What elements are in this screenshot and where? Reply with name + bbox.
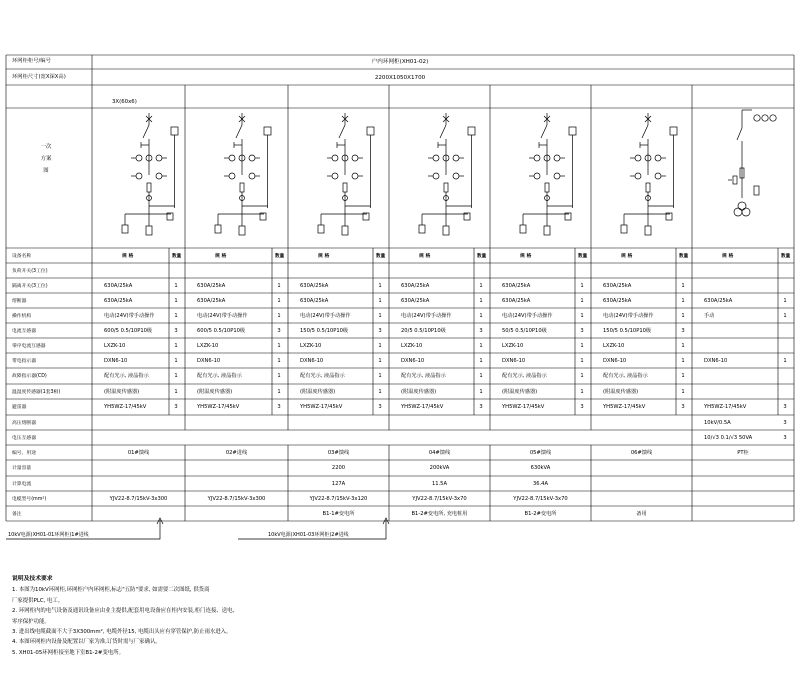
cell-spec: DXN6-10 xyxy=(401,358,425,364)
ct-circle xyxy=(229,155,235,161)
cell-spec: DXN6-10 xyxy=(197,358,221,364)
col-header-spec: 规 格 xyxy=(621,254,633,259)
cell-current: 127A xyxy=(331,481,346,487)
cell-code: 02#进线 xyxy=(225,450,248,456)
col-header-qty: 数量 xyxy=(477,254,487,259)
meter-circle xyxy=(762,115,768,121)
cell-spec: 630A/25kA xyxy=(300,298,329,304)
ct-circle xyxy=(534,155,540,161)
cell-code: 01#馈线 xyxy=(127,450,150,456)
cell-code: 06#馈线 xyxy=(630,450,653,456)
cell-qty: 1 xyxy=(681,389,685,395)
fuse xyxy=(147,183,151,192)
cell-qty: 3 xyxy=(580,328,584,334)
cell-qty: 3 xyxy=(681,328,685,334)
header-row1-value: 户内环网柜(XH01-02) xyxy=(371,59,429,65)
indicator-box xyxy=(171,127,178,135)
fuse xyxy=(240,183,244,192)
cell-spec: DXN6-10 xyxy=(300,358,324,364)
cell-cable: YJV22-8.7/15kV-3x300 xyxy=(109,496,168,502)
cell-code: PT柜 xyxy=(737,450,749,456)
cell-spec: 150/5 0.5/10P10级 xyxy=(300,328,349,334)
meter-circle xyxy=(770,115,776,121)
cell-spec: LXZK-10 xyxy=(104,343,126,349)
cell-spec: 10kV/0.5A xyxy=(704,420,731,426)
cell-current: 36.4A xyxy=(532,481,549,487)
cell-remark: B1-1#变电所 xyxy=(322,511,355,517)
switch-blade xyxy=(440,125,446,138)
row-label: 带电指示器 xyxy=(12,359,36,364)
cable-box xyxy=(318,225,324,233)
cell-code: 03#馈线 xyxy=(327,450,350,456)
ct-circle xyxy=(655,155,661,161)
ct-circle xyxy=(229,173,235,179)
cable-terminal xyxy=(544,226,550,235)
diagram-row-label-2: 方案 xyxy=(40,156,52,162)
cell-spec: 配有光示, 液晶指示 xyxy=(603,373,648,379)
cell-spec: 配有光示, 液晶指示 xyxy=(502,373,547,379)
indicator-box xyxy=(264,127,271,135)
cell-qty: 1 xyxy=(378,283,382,289)
cable-box xyxy=(419,225,425,233)
cell-qty: 1 xyxy=(479,283,483,289)
cell-spec: DXN6-10 xyxy=(704,358,728,364)
cell-qty: 1 xyxy=(378,373,382,379)
pt-winding xyxy=(738,202,746,210)
cell-spec: YH5WZ-17/45kV xyxy=(104,404,147,410)
ct-circle xyxy=(156,155,162,161)
cell-spec: 630A/25kA xyxy=(704,298,733,304)
cell-qty: 1 xyxy=(378,343,382,349)
cell-spec: 630A/25kA xyxy=(603,283,632,289)
row-label: 避雷器 xyxy=(12,405,27,410)
cell-qty: 1 xyxy=(783,358,787,364)
cell-qty: 1 xyxy=(174,373,178,379)
ct-circle xyxy=(249,173,255,179)
cell-qty: 1 xyxy=(479,313,483,319)
cell-spec: 600/5 0.5/10P10级 xyxy=(197,328,246,334)
cell-spec: 150/5 0.5/10P10级 xyxy=(603,328,652,334)
ct-circle xyxy=(352,155,358,161)
notes-section xyxy=(12,574,712,658)
cell-qty: 1 xyxy=(580,343,584,349)
cell-load: 200kVA xyxy=(429,465,450,471)
cell-qty: 1 xyxy=(580,389,584,395)
cell-qty: 3 xyxy=(681,404,685,410)
pt-winding xyxy=(734,208,742,216)
row-label: 电压互感器 xyxy=(12,436,36,441)
cell-spec: (附温度传感器) xyxy=(401,389,437,395)
cell-spec: 630A/25kA xyxy=(603,298,632,304)
note-line: 5. XH01-05环网柜接至地下室B1-2#变电所。 xyxy=(12,649,124,656)
pt-switch xyxy=(737,128,742,140)
ct-circle xyxy=(332,155,338,161)
cell-spec: DXN6-10 xyxy=(603,358,627,364)
cell-qty: 3 xyxy=(277,404,281,410)
cell-spec: DXN6-10 xyxy=(502,358,526,364)
cell-cable: YJV22-8.7/15kV-3x120 xyxy=(309,496,368,502)
header-row2-label: 环网柜尺寸(宽X深X高) xyxy=(12,74,66,80)
indicator-box xyxy=(569,127,576,135)
cell-qty: 1 xyxy=(580,298,584,304)
cell-qty: 3 xyxy=(479,328,483,334)
col-header-qty: 数量 xyxy=(578,254,588,259)
ct-circle xyxy=(534,173,540,179)
cell-current: 11.5A xyxy=(431,481,448,487)
cell-spec: (附温度传感器) xyxy=(603,389,639,395)
col-header-spec: 规 格 xyxy=(520,254,532,259)
cell-qty: 1 xyxy=(277,373,281,379)
cell-spec: DXN6-10 xyxy=(104,358,128,364)
row-label: 故障指示器(CD) xyxy=(12,374,47,379)
cell-qty: 1 xyxy=(174,313,178,319)
cell-qty: 1 xyxy=(277,358,281,364)
cell-qty: 1 xyxy=(479,343,483,349)
cell-qty: 1 xyxy=(783,313,787,319)
diagram-row-label-3: 图 xyxy=(43,168,49,174)
ct-circle xyxy=(554,173,560,179)
cell-spec: 630A/25kA xyxy=(300,283,329,289)
cell-qty: 1 xyxy=(479,373,483,379)
row-label: 电缆型号(mm²) xyxy=(12,497,47,502)
ct-circle xyxy=(136,155,142,161)
cell-qty: 1 xyxy=(174,389,178,395)
cell-spec: 电动(24V)带手动操作 xyxy=(502,313,553,319)
switch-blade xyxy=(541,125,547,138)
header-row2-value: 2200X1050X1700 xyxy=(374,75,426,81)
ct-circle xyxy=(433,155,439,161)
cell-qty: 1 xyxy=(277,343,281,349)
cell-spec: 电动(24V)带手动操作 xyxy=(300,313,351,319)
cell-qty: 1 xyxy=(378,313,382,319)
col-header-spec: 规 格 xyxy=(215,254,227,259)
cable-terminal xyxy=(443,226,449,235)
fuse xyxy=(444,183,448,192)
col-header-spec: 规 格 xyxy=(419,254,431,259)
ct-circle xyxy=(453,155,459,161)
indicator-box xyxy=(468,127,475,135)
cell-qty: 1 xyxy=(580,283,584,289)
cell-spec: 630A/25kA xyxy=(502,283,531,289)
cell-qty: 1 xyxy=(580,373,584,379)
ct-circle xyxy=(635,173,641,179)
cell-remark: B1-2#变电所, 充电桩用 xyxy=(411,511,468,517)
cell-spec: 50/5 0.5/10P10级 xyxy=(502,328,547,334)
row-label: 高压熔断器 xyxy=(12,421,36,426)
header-row1-label: 环网柜柜号/编号 xyxy=(12,58,51,64)
cell-qty: 1 xyxy=(378,389,382,395)
ct-circle xyxy=(655,173,661,179)
switch-blade xyxy=(339,125,345,138)
cell-spec: 630A/25kA xyxy=(197,283,226,289)
col-header-qty: 数量 xyxy=(376,254,386,259)
cell-spec: 10/√3 0.1/√3 50VA xyxy=(704,435,753,441)
note-line: 1. 本图为10kV环网柜,环网柜户内环网柜,标志"五防"要求, 如需要二次图纸, 供货商 xyxy=(12,587,210,594)
cell-qty: 3 xyxy=(479,404,483,410)
cable-box xyxy=(520,225,526,233)
cell-spec: 电动(24V)带手动操作 xyxy=(104,313,155,319)
cell-spec: 630A/25kA xyxy=(401,283,430,289)
cell-spec: LXZK-10 xyxy=(401,343,423,349)
cell-qty: 1 xyxy=(479,389,483,395)
note-line: 2. 环网柜内的电气设备及通讯设备应由业主提供,配套用电设备应在柜内安装,柜门连接、送电、 xyxy=(12,608,238,615)
row-label: 温湿度传感器(1套3相) xyxy=(12,390,61,395)
row-label: 熔断器 xyxy=(12,299,27,304)
indicator-box xyxy=(670,127,677,135)
cell-code: 04#馈线 xyxy=(428,450,451,456)
cell-spec: 配有光示, 液晶指示 xyxy=(401,373,446,379)
cable-terminal xyxy=(342,226,348,235)
row-label: 编号、用途 xyxy=(12,451,36,456)
cell-spec: 配有光示, 液晶指示 xyxy=(300,373,345,379)
cable-terminal xyxy=(645,226,651,235)
ct-circle xyxy=(332,173,338,179)
cell-qty: 1 xyxy=(681,373,685,379)
row-label: 备注 xyxy=(12,512,22,517)
cell-spec: 电动(24V)带手动操作 xyxy=(603,313,654,319)
indicator-box xyxy=(367,127,374,135)
col-header-qty: 数量 xyxy=(172,254,182,259)
cell-qty: 1 xyxy=(479,298,483,304)
table-text xyxy=(12,252,791,517)
col-header-spec: 规 格 xyxy=(122,254,134,259)
ct-circle xyxy=(554,155,560,161)
pt-arrester xyxy=(733,176,737,184)
cell-spec: (附温度传感器) xyxy=(197,389,233,395)
cell-spec: 手动 xyxy=(704,313,715,319)
cell-spec: (附温度传感器) xyxy=(502,389,538,395)
cell-qty: 3 xyxy=(783,420,787,426)
col-header-spec: 规 格 xyxy=(722,254,734,259)
cell-spec: (附温度传感器) xyxy=(300,389,336,395)
note-line: 4. 本图环网柜内设备及配置以厂家为准,订货时需与厂家确认。 xyxy=(12,639,161,646)
col-header-qty: 数量 xyxy=(781,254,791,259)
cell-spec: (附温度传感器) xyxy=(104,389,140,395)
cell-qty: 3 xyxy=(580,404,584,410)
note-line: 厂家提供PLC, 电工。 xyxy=(12,597,64,604)
col-header-spec: 规 格 xyxy=(318,254,330,259)
pt-indicator xyxy=(754,186,759,195)
cell-qty: 1 xyxy=(174,358,178,364)
cell-qty: 1 xyxy=(378,298,382,304)
col-header-qty: 数量 xyxy=(679,254,689,259)
bus-label: 3X(60x6) xyxy=(112,99,137,105)
cell-qty: 3 xyxy=(277,328,281,334)
cell-qty: 1 xyxy=(174,343,178,349)
cell-spec: LXZK-10 xyxy=(603,343,625,349)
cell-load: 630kVA xyxy=(530,465,551,471)
row-label: 设备名称 xyxy=(12,254,32,259)
cell-qty: 1 xyxy=(580,313,584,319)
cell-spec: 630A/25kA xyxy=(104,283,133,289)
note-line: 3. 进出线电缆截面不大于3X300mm², 电缆外径15, 电缆出头应有穿管保护,防止雨水进入。 xyxy=(12,629,232,636)
cell-remark: 备用 xyxy=(636,511,647,517)
cell-qty: 1 xyxy=(783,298,787,304)
cable-box xyxy=(215,225,221,233)
incoming-cable-1-label: 10kV电源(XH01-01环网柜)1#进线 xyxy=(8,532,89,538)
ct-circle xyxy=(433,173,439,179)
cell-spec: 630A/25kA xyxy=(197,298,226,304)
row-label: 电流互感器 xyxy=(12,329,36,334)
cell-spec: YH5WZ-17/45kV xyxy=(502,404,545,410)
cell-qty: 3 xyxy=(174,404,178,410)
cell-spec: 630A/25kA xyxy=(502,298,531,304)
cell-qty: 1 xyxy=(479,358,483,364)
notes-title: 说明及技术要求 xyxy=(12,576,53,582)
ct-circle xyxy=(352,173,358,179)
cell-cable: YJV22-8.7/15kV-3x300 xyxy=(207,496,266,502)
cell-spec: YH5WZ-17/45kV xyxy=(704,404,747,410)
cell-spec: 电动(24V)带手动操作 xyxy=(401,313,452,319)
row-label: 计量容量 xyxy=(12,466,32,471)
cell-qty: 3 xyxy=(378,328,382,334)
cell-qty: 1 xyxy=(174,283,178,289)
ct-circle xyxy=(156,173,162,179)
cell-qty: 3 xyxy=(174,328,178,334)
fuse xyxy=(343,183,347,192)
incoming-cable-2-label: 10kV电源(XH01-03环网柜)2#进线 xyxy=(268,532,349,538)
cell-spec: 配有光示, 液晶指示 xyxy=(197,373,242,379)
ct-circle xyxy=(453,173,459,179)
row-label: 负荷开关(3工位) xyxy=(12,269,48,274)
cell-code: 05#馈线 xyxy=(529,450,552,456)
cell-qty: 1 xyxy=(277,283,281,289)
cell-qty: 1 xyxy=(681,283,685,289)
pt-winding xyxy=(742,208,750,216)
cell-spec: LXZK-10 xyxy=(502,343,524,349)
ct-circle xyxy=(249,155,255,161)
fuse xyxy=(545,183,549,192)
cell-qty: 1 xyxy=(277,389,281,395)
single-line-diagrams xyxy=(122,110,776,235)
cell-load: 2200 xyxy=(331,465,346,471)
cell-cable: YJV22-8.7/15kV-3x70 xyxy=(513,496,568,502)
cable-terminal xyxy=(239,226,245,235)
cell-qty: 1 xyxy=(277,313,281,319)
row-label: 零序电流互感器 xyxy=(12,344,46,349)
row-label: 隔离开关(3工位) xyxy=(12,284,48,289)
row-label: 计算电流 xyxy=(12,482,32,487)
row-label: 操作机构 xyxy=(12,314,32,319)
cell-qty: 1 xyxy=(580,358,584,364)
note-line: 零序保护功能。 xyxy=(12,618,50,625)
cell-spec: LXZK-10 xyxy=(300,343,322,349)
ct-circle xyxy=(136,173,142,179)
cell-qty: 1 xyxy=(277,298,281,304)
cell-qty: 1 xyxy=(681,358,685,364)
cell-remark: B1-2#变电所 xyxy=(524,511,557,517)
cell-spec: LXZK-10 xyxy=(197,343,219,349)
cell-spec: YH5WZ-17/45kV xyxy=(401,404,444,410)
cell-spec: 20/5 0.5/10P10级 xyxy=(401,328,446,334)
cable-box xyxy=(122,225,128,233)
cell-qty: 3 xyxy=(783,435,787,441)
cell-qty: 1 xyxy=(681,313,685,319)
meter-circle xyxy=(754,115,760,121)
cable-box xyxy=(621,225,627,233)
cell-spec: 600/5 0.5/10P10级 xyxy=(104,328,153,334)
fuse xyxy=(646,183,650,192)
cell-qty: 1 xyxy=(174,298,178,304)
cell-spec: YH5WZ-17/45kV xyxy=(603,404,646,410)
cable-terminal xyxy=(146,226,152,235)
cell-spec: YH5WZ-17/45kV xyxy=(300,404,343,410)
cell-spec: 电动(24V)带手动操作 xyxy=(197,313,248,319)
diagram-row-label-1: 一次 xyxy=(40,144,52,150)
switch-blade xyxy=(236,125,242,138)
cell-qty: 1 xyxy=(378,358,382,364)
cell-qty: 1 xyxy=(681,343,685,349)
cell-qty: 1 xyxy=(681,298,685,304)
switch-blade xyxy=(143,125,149,138)
cell-qty: 3 xyxy=(378,404,382,410)
cell-spec: YH5WZ-17/45kV xyxy=(197,404,240,410)
col-header-qty: 数量 xyxy=(275,254,285,259)
cell-spec: 630A/25kA xyxy=(401,298,430,304)
cell-cable: YJV22-8.7/15kV-3x70 xyxy=(412,496,467,502)
ct-circle xyxy=(635,155,641,161)
switch-blade xyxy=(642,125,648,138)
cell-spec: 配有光示, 液晶指示 xyxy=(104,373,149,379)
cell-qty: 3 xyxy=(783,404,787,410)
cell-spec: 630A/25kA xyxy=(104,298,133,304)
